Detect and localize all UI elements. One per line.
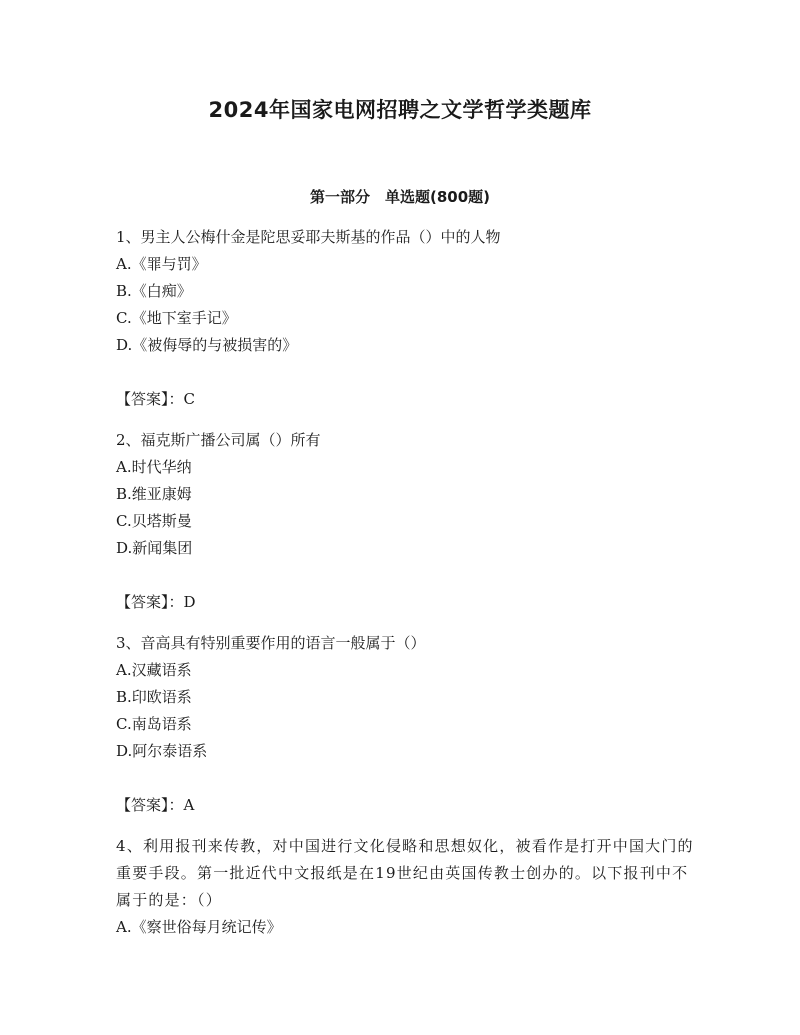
answer-text: 【答案】：A [116, 796, 195, 814]
option-d: D.《被侮辱的与被损害的》 [116, 336, 298, 354]
question-item [116, 427, 696, 630]
spacer [116, 765, 696, 792]
option-c: C.《地下室手记》 [116, 309, 237, 327]
option-b: B.《白痴》 [116, 282, 192, 300]
question-list [116, 224, 696, 941]
spacer [116, 562, 696, 589]
option-a: A.时代华纳 [116, 458, 192, 476]
spacer [116, 819, 696, 833]
option-c: C.贝塔斯曼 [116, 512, 192, 530]
question-text: 3、音高具有特别重要作用的语言一般属于（） [116, 634, 426, 652]
question-item [116, 224, 696, 427]
question-item [116, 833, 696, 941]
answer-text: 【答案】：D [116, 593, 196, 611]
option-a: A.《罪与罚》 [116, 255, 207, 273]
spacer [116, 616, 696, 630]
question-item [116, 630, 696, 833]
option-b: B.印欧语系 [116, 688, 192, 706]
section-title: 第一部分 单选题(800题) [309, 188, 491, 206]
option-d: D.阿尔泰语系 [116, 742, 208, 760]
answer-text: 【答案】：C [116, 390, 195, 408]
document-title: 2024年国家电网招聘之文学哲学类题库 [208, 98, 592, 122]
question-text: 2、福克斯广播公司属（）所有 [116, 431, 321, 449]
option-b: B.维亚康姆 [116, 485, 192, 503]
spacer [116, 413, 696, 427]
spacer [116, 359, 696, 386]
question-text: 1、男主人公梅什金是陀思妥耶夫斯基的作品（）中的人物 [116, 228, 501, 246]
option-c: C.南岛语系 [116, 715, 192, 733]
option-a: A.《察世俗每月统记传》 [116, 918, 282, 936]
question-text: 4、利用报刊来传教，对中国进行文化侵略和思想奴化，被看作是打开中国大门的重要手段。第一批近代中文报纸是在19世纪由英国传教士创办的。以下报刊中不属于的是：（） [116, 837, 694, 909]
option-d: D.新闻集团 [116, 539, 193, 557]
option-a: A.汉藏语系 [116, 661, 192, 679]
